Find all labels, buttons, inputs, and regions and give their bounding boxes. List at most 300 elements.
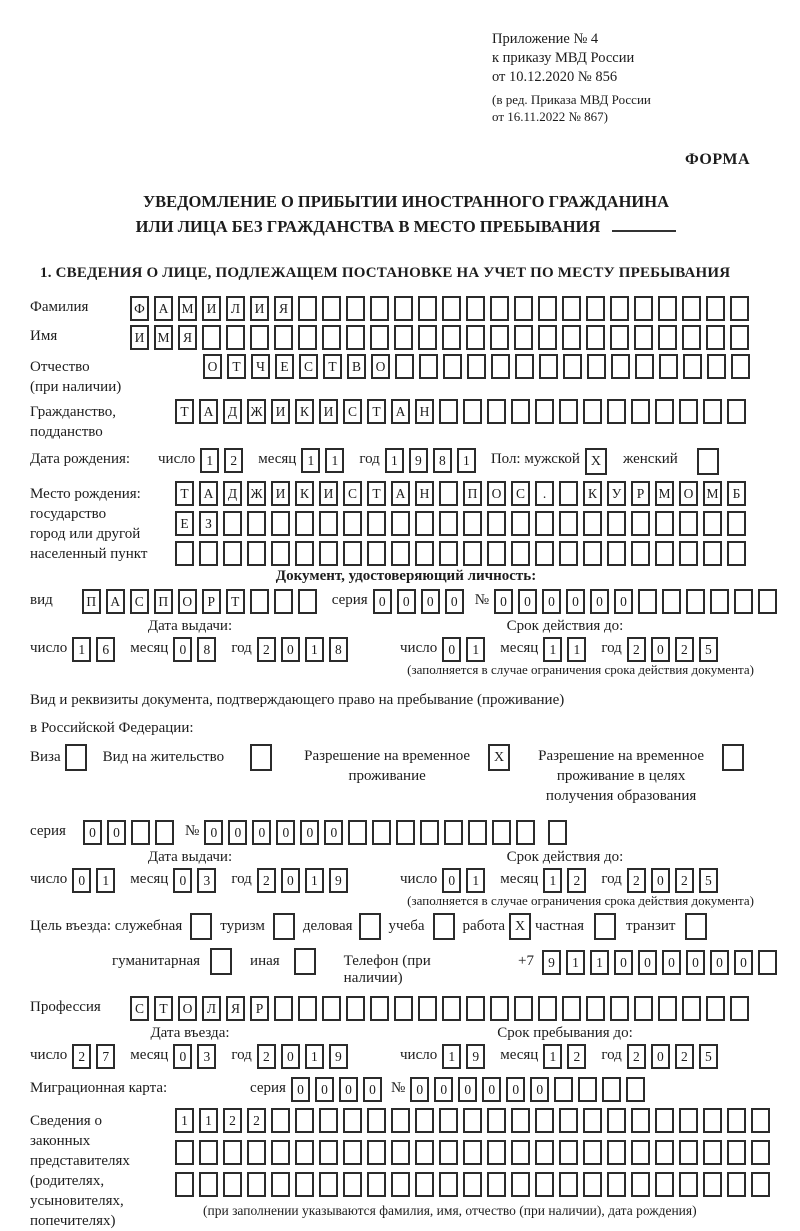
rvp-issue-year-cell[interactable]: 1: [305, 868, 324, 893]
patronymic-cell[interactable]: [587, 354, 606, 379]
representatives-cell[interactable]: [583, 1108, 602, 1133]
patronymic-cell[interactable]: [563, 354, 582, 379]
doc-number-cell[interactable]: 0: [590, 589, 609, 614]
birth-place-cell[interactable]: А: [391, 481, 410, 506]
entry-day-cell[interactable]: 2: [72, 1044, 91, 1069]
doc-number-cell[interactable]: [758, 589, 777, 614]
phone-digit-cell[interactable]: 1: [566, 950, 585, 975]
representatives-cell[interactable]: [319, 1140, 338, 1165]
given-name-cell[interactable]: [370, 325, 389, 350]
birth-place-cell[interactable]: [439, 541, 458, 566]
representatives-cell[interactable]: [415, 1108, 434, 1133]
birth-place-cell[interactable]: Р: [631, 481, 650, 506]
migration-number-cell[interactable]: [602, 1077, 621, 1102]
birth-place-cell[interactable]: [439, 511, 458, 536]
migration-number-cell[interactable]: [578, 1077, 597, 1102]
profession-cell[interactable]: [538, 996, 557, 1021]
representatives-cell[interactable]: [223, 1172, 242, 1197]
doc-number-cell[interactable]: [662, 589, 681, 614]
birth-month-cell[interactable]: 1: [301, 448, 320, 473]
representatives-cell[interactable]: [199, 1140, 218, 1165]
surname-cell[interactable]: [466, 296, 485, 321]
patronymic-cell[interactable]: [659, 354, 678, 379]
stay-year-cell[interactable]: 2: [627, 1044, 646, 1069]
purpose-work-checkbox[interactable]: X: [509, 913, 531, 940]
representatives-cell[interactable]: [727, 1108, 746, 1133]
representatives-cell[interactable]: [703, 1140, 722, 1165]
surname-cell[interactable]: [586, 296, 605, 321]
representatives-cell[interactable]: [463, 1140, 482, 1165]
citizenship-cell[interactable]: [703, 399, 722, 424]
rvp-number-cell[interactable]: 0: [204, 820, 223, 845]
doc-series-cell[interactable]: 0: [373, 589, 392, 614]
rvp-valid-month-cell[interactable]: 2: [567, 868, 586, 893]
representatives-cell[interactable]: [367, 1108, 386, 1133]
rvp-series-cell[interactable]: 0: [83, 820, 102, 845]
citizenship-cell[interactable]: С: [343, 399, 362, 424]
rvp-number-cell[interactable]: 0: [300, 820, 319, 845]
representatives-cell[interactable]: [271, 1172, 290, 1197]
representatives-cell[interactable]: [367, 1140, 386, 1165]
phone-digit-cell[interactable]: 1: [590, 950, 609, 975]
representatives-cell[interactable]: [631, 1140, 650, 1165]
doc-type-cell[interactable]: О: [178, 589, 197, 614]
representatives-cell[interactable]: [511, 1140, 530, 1165]
doc-type-cell[interactable]: [298, 589, 317, 614]
phone-digit-cell[interactable]: 0: [662, 950, 681, 975]
representatives-cell[interactable]: [463, 1172, 482, 1197]
rvp-number-cell[interactable]: [348, 820, 367, 845]
surname-cell[interactable]: И: [202, 296, 221, 321]
surname-cell[interactable]: [514, 296, 533, 321]
citizenship-cell[interactable]: Т: [367, 399, 386, 424]
doc-number-cell[interactable]: 0: [566, 589, 585, 614]
birth-year-cell[interactable]: 1: [385, 448, 404, 473]
migration-number-cell[interactable]: 0: [506, 1077, 525, 1102]
rvp-issue-day-cell[interactable]: 0: [72, 868, 91, 893]
patronymic-cell[interactable]: Т: [227, 354, 246, 379]
profession-cell[interactable]: Я: [226, 996, 245, 1021]
birth-place-cell[interactable]: С: [511, 481, 530, 506]
visa-checkbox[interactable]: [65, 744, 87, 771]
surname-cell[interactable]: Ф: [130, 296, 149, 321]
rvp-series-cell[interactable]: [131, 820, 150, 845]
birth-place-cell[interactable]: [343, 541, 362, 566]
given-name-cell[interactable]: [634, 325, 653, 350]
representatives-cell[interactable]: [487, 1140, 506, 1165]
patronymic-cell[interactable]: [611, 354, 630, 379]
profession-cell[interactable]: [562, 996, 581, 1021]
purpose-transit-checkbox[interactable]: [685, 913, 707, 940]
patronymic-cell[interactable]: [683, 354, 702, 379]
birth-place-cell[interactable]: [247, 541, 266, 566]
birth-place-cell[interactable]: [367, 541, 386, 566]
doc-valid-day-cell[interactable]: 0: [442, 637, 461, 662]
surname-cell[interactable]: [370, 296, 389, 321]
citizenship-cell[interactable]: Д: [223, 399, 242, 424]
patronymic-cell[interactable]: Т: [323, 354, 342, 379]
birth-place-cell[interactable]: И: [319, 481, 338, 506]
representatives-cell[interactable]: [295, 1108, 314, 1133]
birth-place-cell[interactable]: [463, 511, 482, 536]
doc-number-cell[interactable]: [638, 589, 657, 614]
stay-month-cell[interactable]: 2: [567, 1044, 586, 1069]
surname-cell[interactable]: [706, 296, 725, 321]
birth-place-cell[interactable]: [415, 541, 434, 566]
purpose-humanitarian-checkbox[interactable]: [210, 948, 232, 975]
doc-issue-day-cell[interactable]: 6: [96, 637, 115, 662]
patronymic-cell[interactable]: [731, 354, 750, 379]
migration-number-cell[interactable]: 0: [482, 1077, 501, 1102]
profession-cell[interactable]: [706, 996, 725, 1021]
profession-cell[interactable]: [370, 996, 389, 1021]
rvp-valid-year-cell[interactable]: 0: [651, 868, 670, 893]
representatives-cell[interactable]: [271, 1108, 290, 1133]
birth-place-cell[interactable]: [583, 511, 602, 536]
doc-valid-day-cell[interactable]: 1: [466, 637, 485, 662]
rvp-issue-day-cell[interactable]: 1: [96, 868, 115, 893]
entry-month-cell[interactable]: 0: [173, 1044, 192, 1069]
birth-place-cell[interactable]: Д: [223, 481, 242, 506]
doc-number-cell[interactable]: 0: [542, 589, 561, 614]
birth-place-cell[interactable]: [391, 511, 410, 536]
rvp-valid-month-cell[interactable]: 1: [543, 868, 562, 893]
given-name-cell[interactable]: [226, 325, 245, 350]
doc-issue-year-cell[interactable]: 0: [281, 637, 300, 662]
profession-cell[interactable]: [418, 996, 437, 1021]
birth-place-cell[interactable]: Е: [175, 511, 194, 536]
birth-place-cell[interactable]: [367, 511, 386, 536]
birth-place-cell[interactable]: [511, 511, 530, 536]
temp-residence-edu-checkbox[interactable]: [722, 744, 744, 771]
profession-cell[interactable]: [586, 996, 605, 1021]
representatives-cell[interactable]: [439, 1108, 458, 1133]
rvp-series-cell[interactable]: [155, 820, 174, 845]
phone-digit-cell[interactable]: 9: [542, 950, 561, 975]
surname-cell[interactable]: [298, 296, 317, 321]
rvp-number-cell[interactable]: [396, 820, 415, 845]
birth-place-cell[interactable]: У: [607, 481, 626, 506]
representatives-cell[interactable]: [391, 1140, 410, 1165]
birth-place-cell[interactable]: [487, 511, 506, 536]
given-name-cell[interactable]: [706, 325, 725, 350]
rvp-number-cell[interactable]: [444, 820, 463, 845]
birth-place-cell[interactable]: А: [199, 481, 218, 506]
representatives-cell[interactable]: [535, 1172, 554, 1197]
surname-cell[interactable]: [490, 296, 509, 321]
representatives-cell[interactable]: [583, 1140, 602, 1165]
representatives-cell[interactable]: 2: [223, 1108, 242, 1133]
surname-cell[interactable]: Л: [226, 296, 245, 321]
doc-type-cell[interactable]: Р: [202, 589, 221, 614]
citizenship-cell[interactable]: [583, 399, 602, 424]
doc-number-cell[interactable]: [734, 589, 753, 614]
representatives-cell[interactable]: [295, 1140, 314, 1165]
rvp-valid-year-cell[interactable]: 2: [627, 868, 646, 893]
purpose-private-checkbox[interactable]: [594, 913, 616, 940]
birth-place-cell[interactable]: [535, 511, 554, 536]
birth-place-cell[interactable]: [535, 541, 554, 566]
doc-issue-year-cell[interactable]: 8: [329, 637, 348, 662]
rvp-valid-day-cell[interactable]: 1: [466, 868, 485, 893]
profession-cell[interactable]: О: [178, 996, 197, 1021]
representatives-cell[interactable]: [727, 1140, 746, 1165]
representatives-cell[interactable]: [487, 1108, 506, 1133]
patronymic-cell[interactable]: О: [371, 354, 390, 379]
doc-series-cell[interactable]: 0: [397, 589, 416, 614]
birth-place-cell[interactable]: [511, 541, 530, 566]
citizenship-cell[interactable]: [607, 399, 626, 424]
representatives-cell[interactable]: [559, 1140, 578, 1165]
doc-type-cell[interactable]: С: [130, 589, 149, 614]
doc-valid-year-cell[interactable]: 0: [651, 637, 670, 662]
citizenship-cell[interactable]: [535, 399, 554, 424]
patronymic-cell[interactable]: Е: [275, 354, 294, 379]
given-name-cell[interactable]: М: [154, 325, 173, 350]
phone-digit-cell[interactable]: 0: [734, 950, 753, 975]
representatives-cell[interactable]: [415, 1172, 434, 1197]
representatives-cell[interactable]: [175, 1172, 194, 1197]
birth-place-cell[interactable]: [583, 541, 602, 566]
birth-place-cell[interactable]: М: [655, 481, 674, 506]
rvp-number-cell[interactable]: [468, 820, 487, 845]
surname-cell[interactable]: [322, 296, 341, 321]
birth-place-cell[interactable]: [199, 541, 218, 566]
profession-cell[interactable]: [322, 996, 341, 1021]
given-name-cell[interactable]: [514, 325, 533, 350]
rvp-number-cell[interactable]: [492, 820, 511, 845]
patronymic-cell[interactable]: [395, 354, 414, 379]
birth-place-cell[interactable]: [679, 541, 698, 566]
citizenship-cell[interactable]: [655, 399, 674, 424]
birth-place-cell[interactable]: П: [463, 481, 482, 506]
birth-place-cell[interactable]: О: [679, 481, 698, 506]
surname-cell[interactable]: [610, 296, 629, 321]
rvp-number-cell[interactable]: 0: [228, 820, 247, 845]
phone-digit-cell[interactable]: 0: [638, 950, 657, 975]
given-name-cell[interactable]: [346, 325, 365, 350]
citizenship-cell[interactable]: А: [391, 399, 410, 424]
entry-month-cell[interactable]: 3: [197, 1044, 216, 1069]
representatives-cell[interactable]: [247, 1172, 266, 1197]
representatives-cell[interactable]: [343, 1172, 362, 1197]
representatives-cell[interactable]: [343, 1108, 362, 1133]
representatives-cell[interactable]: [607, 1140, 626, 1165]
representatives-cell[interactable]: [295, 1172, 314, 1197]
representatives-cell[interactable]: [343, 1140, 362, 1165]
given-name-cell[interactable]: [466, 325, 485, 350]
birth-place-cell[interactable]: М: [703, 481, 722, 506]
stay-year-cell[interactable]: 0: [651, 1044, 670, 1069]
citizenship-cell[interactable]: Т: [175, 399, 194, 424]
doc-issue-year-cell[interactable]: 1: [305, 637, 324, 662]
purpose-business-checkbox[interactable]: [359, 913, 381, 940]
birth-year-cell[interactable]: 8: [433, 448, 452, 473]
stay-year-cell[interactable]: 5: [699, 1044, 718, 1069]
migration-number-cell[interactable]: 0: [410, 1077, 429, 1102]
rvp-issue-month-cell[interactable]: 0: [173, 868, 192, 893]
rvp-number-cell[interactable]: [420, 820, 439, 845]
rvp-valid-year-cell[interactable]: 5: [699, 868, 718, 893]
citizenship-cell[interactable]: [463, 399, 482, 424]
birth-place-cell[interactable]: [607, 511, 626, 536]
entry-year-cell[interactable]: 1: [305, 1044, 324, 1069]
purpose-other-checkbox[interactable]: [294, 948, 316, 975]
representatives-cell[interactable]: 1: [175, 1108, 194, 1133]
representatives-cell[interactable]: [607, 1172, 626, 1197]
representatives-cell[interactable]: [367, 1172, 386, 1197]
birth-place-cell[interactable]: [727, 541, 746, 566]
surname-cell[interactable]: [394, 296, 413, 321]
representatives-cell[interactable]: [751, 1140, 770, 1165]
representatives-cell[interactable]: [391, 1108, 410, 1133]
citizenship-cell[interactable]: [487, 399, 506, 424]
representatives-cell[interactable]: [247, 1140, 266, 1165]
rvp-number-cell[interactable]: 0: [276, 820, 295, 845]
citizenship-cell[interactable]: [511, 399, 530, 424]
birth-place-cell[interactable]: [631, 511, 650, 536]
birth-place-cell[interactable]: К: [295, 481, 314, 506]
profession-cell[interactable]: Р: [250, 996, 269, 1021]
representatives-cell[interactable]: [751, 1172, 770, 1197]
doc-valid-month-cell[interactable]: 1: [543, 637, 562, 662]
birth-place-cell[interactable]: [655, 541, 674, 566]
representatives-cell[interactable]: [607, 1108, 626, 1133]
migration-series-cell[interactable]: 0: [315, 1077, 334, 1102]
patronymic-cell[interactable]: [419, 354, 438, 379]
doc-number-cell[interactable]: [686, 589, 705, 614]
entry-year-cell[interactable]: 9: [329, 1044, 348, 1069]
profession-cell[interactable]: [682, 996, 701, 1021]
birth-place-cell[interactable]: [271, 541, 290, 566]
doc-valid-year-cell[interactable]: 2: [627, 637, 646, 662]
representatives-cell[interactable]: [319, 1108, 338, 1133]
rvp-issue-year-cell[interactable]: 9: [329, 868, 348, 893]
purpose-study-checkbox[interactable]: [433, 913, 455, 940]
birth-year-cell[interactable]: 9: [409, 448, 428, 473]
profession-cell[interactable]: [466, 996, 485, 1021]
representatives-cell[interactable]: [511, 1108, 530, 1133]
birth-place-cell[interactable]: [271, 511, 290, 536]
surname-cell[interactable]: [562, 296, 581, 321]
representatives-cell[interactable]: [439, 1172, 458, 1197]
representatives-cell[interactable]: [463, 1108, 482, 1133]
profession-cell[interactable]: [658, 996, 677, 1021]
birth-place-cell[interactable]: Б: [727, 481, 746, 506]
profession-cell[interactable]: [442, 996, 461, 1021]
rvp-number-extra-cell[interactable]: [548, 820, 567, 845]
birth-place-cell[interactable]: [415, 511, 434, 536]
given-name-cell[interactable]: [394, 325, 413, 350]
birth-place-cell[interactable]: И: [271, 481, 290, 506]
birth-place-cell[interactable]: [295, 511, 314, 536]
given-name-cell[interactable]: [418, 325, 437, 350]
given-name-cell[interactable]: [538, 325, 557, 350]
birth-place-cell[interactable]: [703, 511, 722, 536]
doc-valid-year-cell[interactable]: 5: [699, 637, 718, 662]
doc-valid-month-cell[interactable]: 1: [567, 637, 586, 662]
profession-cell[interactable]: [730, 996, 749, 1021]
patronymic-cell[interactable]: С: [299, 354, 318, 379]
representatives-cell[interactable]: [319, 1172, 338, 1197]
representatives-cell[interactable]: [271, 1140, 290, 1165]
birth-day-cell[interactable]: 2: [224, 448, 243, 473]
birth-place-cell[interactable]: [679, 511, 698, 536]
representatives-cell[interactable]: [487, 1172, 506, 1197]
citizenship-cell[interactable]: [631, 399, 650, 424]
given-name-cell[interactable]: [682, 325, 701, 350]
birth-month-cell[interactable]: 1: [325, 448, 344, 473]
representatives-cell[interactable]: [175, 1140, 194, 1165]
stay-day-cell[interactable]: 9: [466, 1044, 485, 1069]
sex-female-checkbox[interactable]: [697, 448, 719, 475]
doc-type-cell[interactable]: П: [82, 589, 101, 614]
representatives-cell[interactable]: [535, 1108, 554, 1133]
rvp-issue-year-cell[interactable]: 2: [257, 868, 276, 893]
rvp-number-cell[interactable]: 0: [324, 820, 343, 845]
surname-cell[interactable]: [538, 296, 557, 321]
phone-digit-cell[interactable]: [758, 950, 777, 975]
given-name-cell[interactable]: [250, 325, 269, 350]
profession-cell[interactable]: Л: [202, 996, 221, 1021]
doc-number-cell[interactable]: 0: [494, 589, 513, 614]
doc-type-cell[interactable]: А: [106, 589, 125, 614]
entry-day-cell[interactable]: 7: [96, 1044, 115, 1069]
migration-series-cell[interactable]: 0: [339, 1077, 358, 1102]
representatives-cell[interactable]: [631, 1108, 650, 1133]
birth-place-cell[interactable]: [391, 541, 410, 566]
rvp-valid-day-cell[interactable]: 0: [442, 868, 461, 893]
representatives-cell[interactable]: [679, 1108, 698, 1133]
citizenship-cell[interactable]: Н: [415, 399, 434, 424]
surname-cell[interactable]: А: [154, 296, 173, 321]
surname-cell[interactable]: [442, 296, 461, 321]
rvp-issue-month-cell[interactable]: 3: [197, 868, 216, 893]
rvp-series-cell[interactable]: 0: [107, 820, 126, 845]
doc-number-cell[interactable]: 0: [614, 589, 633, 614]
doc-issue-month-cell[interactable]: 8: [197, 637, 216, 662]
given-name-cell[interactable]: [586, 325, 605, 350]
birth-place-cell[interactable]: [559, 511, 578, 536]
rvp-valid-year-cell[interactable]: 2: [675, 868, 694, 893]
representatives-cell[interactable]: [223, 1140, 242, 1165]
patronymic-cell[interactable]: О: [203, 354, 222, 379]
doc-issue-year-cell[interactable]: 2: [257, 637, 276, 662]
given-name-cell[interactable]: [442, 325, 461, 350]
representatives-cell[interactable]: [559, 1172, 578, 1197]
citizenship-cell[interactable]: Ж: [247, 399, 266, 424]
birth-place-cell[interactable]: [223, 541, 242, 566]
birth-place-cell[interactable]: Ж: [247, 481, 266, 506]
profession-cell[interactable]: [610, 996, 629, 1021]
citizenship-cell[interactable]: [727, 399, 746, 424]
birth-place-cell[interactable]: Т: [175, 481, 194, 506]
birth-place-cell[interactable]: [463, 541, 482, 566]
given-name-cell[interactable]: [490, 325, 509, 350]
representatives-cell[interactable]: [631, 1172, 650, 1197]
patronymic-cell[interactable]: [707, 354, 726, 379]
patronymic-cell[interactable]: [491, 354, 510, 379]
birth-place-cell[interactable]: [319, 511, 338, 536]
rvp-issue-year-cell[interactable]: 0: [281, 868, 300, 893]
patronymic-cell[interactable]: Ч: [251, 354, 270, 379]
rvp-number-cell[interactable]: 0: [252, 820, 271, 845]
birth-place-cell[interactable]: О: [487, 481, 506, 506]
profession-cell[interactable]: [394, 996, 413, 1021]
surname-cell[interactable]: [682, 296, 701, 321]
profession-cell[interactable]: [514, 996, 533, 1021]
profession-cell[interactable]: [298, 996, 317, 1021]
